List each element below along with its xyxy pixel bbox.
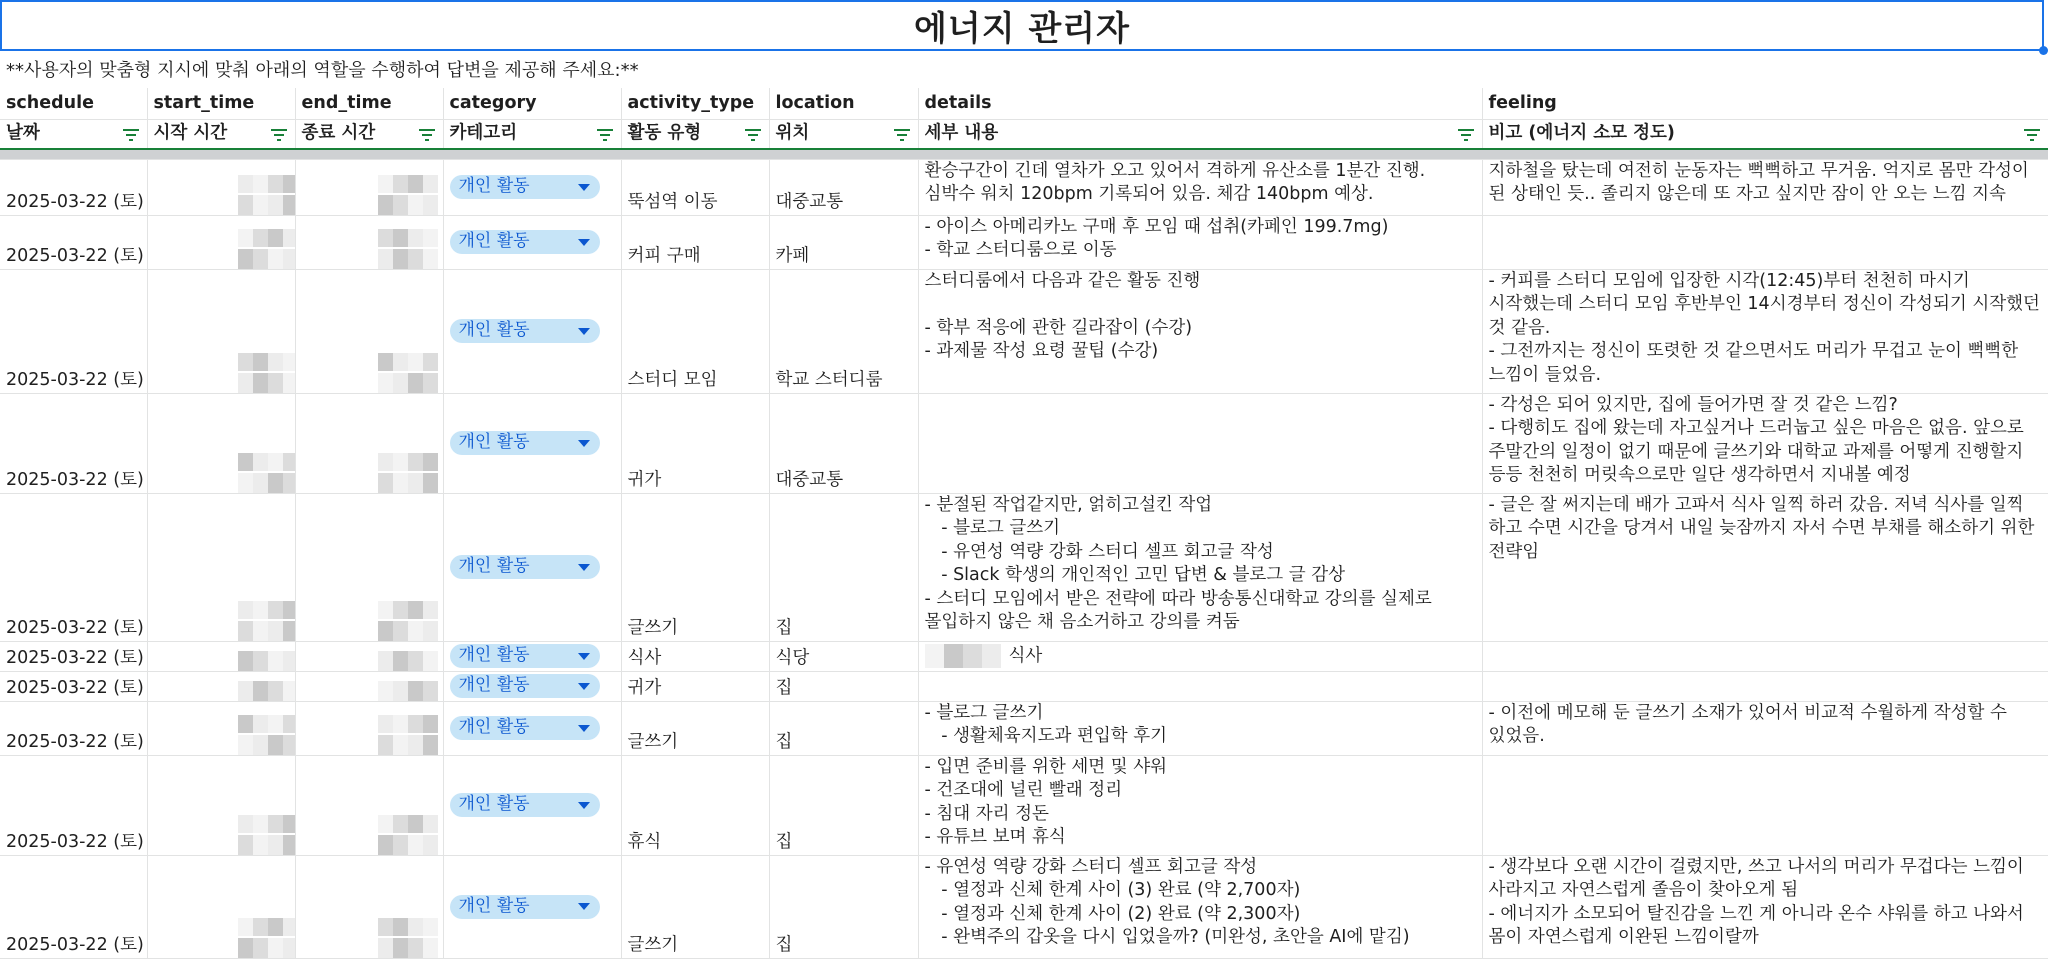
location-cell[interactable]: 집 (769, 671, 918, 701)
feeling-cell[interactable] (1482, 269, 2048, 393)
redacted-value (238, 473, 296, 493)
instruction-text[interactable]: **사용자의 맞춤형 지시에 맞춰 아래의 역할을 수행하여 답변을 제공해 주세요:** (6, 60, 639, 81)
frozen-divider (0, 149, 2048, 159)
category-dropdown-chip[interactable] (450, 555, 600, 579)
column-header-row (0, 119, 2048, 149)
details-line: 몰입하지 않은 채 음소거하고 강의를 켜둠 (924, 612, 1240, 632)
details-line: - 블로그 글쓰기 (924, 518, 1061, 538)
feeling-line: - 생각보다 오랜 시간이 걸렸지만, 쓰고 나서의 머리가 무겁다는 느낌이 (1488, 856, 2024, 877)
redacted-value (378, 681, 438, 701)
date-cell[interactable]: 2025-03-22 (토) (0, 671, 147, 701)
redacted-value (238, 918, 296, 936)
details-line: - 아이스 아메리카노 구매 후 모임 때 섭취(카페인 199.7mg) (924, 216, 1389, 237)
details-line: - 건조대에 널린 빨래 정리 (924, 780, 1123, 800)
selection-handle[interactable] (2039, 46, 2048, 55)
column-header-label: 활동 유형 (627, 123, 702, 143)
category-chip-label: 개인 활동 (458, 231, 530, 252)
category-dropdown-chip[interactable] (450, 674, 600, 698)
location-cell[interactable]: 집 (769, 855, 918, 958)
redacted-value (238, 938, 296, 958)
date-cell[interactable]: 2025-03-22 (토) (0, 269, 147, 393)
feeling-line: - 이전에 메모해 둔 글쓰기 소재가 있어서 비교적 수월하게 작성할 수 (1488, 702, 2007, 723)
spreadsheet-grid (0, 88, 2048, 959)
category-dropdown-chip[interactable] (450, 716, 600, 740)
details-text: 식사 (1008, 645, 1043, 666)
feeling-line: 사라지고 자연스럽게 졸음이 찾아오게 됨 (1488, 880, 1799, 900)
details-line: - 열정과 신체 한계 사이 (2) 완료 (약 2,300자) (924, 903, 1301, 924)
feeling-line: 주말간의 일정이 없기 때문에 글쓰기와 대학교 과제를 어떻게 진행할지 (1488, 441, 2024, 462)
end-time-cell[interactable] (295, 641, 443, 671)
end-time-cell[interactable] (295, 159, 443, 215)
category-cell[interactable] (443, 671, 621, 701)
activity-type-cell[interactable]: 휴식 (621, 755, 769, 855)
feeling-line: 지하철을 탔는데 여전히 눈동자는 뻑뻑하고 무거움. 억지로 몸만 각성이 (1488, 160, 2029, 181)
date-cell[interactable]: 2025-03-22 (토) (0, 701, 147, 755)
category-chip-label: 개인 활동 (458, 895, 530, 916)
redacted-value (378, 373, 438, 393)
feeling-cell[interactable] (1482, 641, 2048, 671)
redacted-value (238, 715, 296, 733)
category-chip-label: 개인 활동 (458, 645, 530, 666)
redacted-value (378, 175, 438, 193)
start-time-cell[interactable] (147, 641, 295, 671)
column-header-label: 카테고리 (449, 123, 518, 143)
feeling-line: 있었음. (1488, 726, 1545, 746)
redacted-value (238, 815, 296, 833)
details-line: - 학부 적응에 관한 길라잡이 (수강) (924, 317, 1193, 338)
date-cell[interactable]: 2025-03-22 (토) (0, 393, 147, 493)
feeling-line: 된 상태인 듯.. 졸리지 않은데 또 자고 싶지만 잠이 안 오는 느낌 지속 (1488, 184, 2006, 204)
start-time-cell[interactable] (147, 701, 295, 755)
category-dropdown-chip[interactable] (450, 895, 600, 919)
start-time-cell[interactable] (147, 855, 295, 958)
end-time-cell[interactable] (295, 393, 443, 493)
details-line: - Slack 학생의 개인적인 고민 답변 & 블로그 글 감상 (924, 565, 1346, 585)
column-key[interactable]: details (918, 88, 1482, 119)
redacted-value (378, 735, 438, 755)
activity-type-cell[interactable]: 스터디 모임 (621, 269, 769, 393)
category-chip-label: 개인 활동 (458, 556, 530, 577)
redacted-value (378, 353, 438, 371)
table-row (0, 393, 2048, 493)
filter-icon[interactable] (597, 129, 613, 141)
column-header[interactable] (147, 119, 295, 149)
table-row (0, 215, 2048, 269)
filter-icon[interactable] (2024, 129, 2040, 141)
location-cell[interactable]: 집 (769, 493, 918, 641)
details-cell[interactable] (918, 159, 1482, 215)
date-cell[interactable]: 2025-03-22 (토) (0, 215, 147, 269)
category-chip-label: 개인 활동 (458, 176, 530, 197)
table-row (0, 855, 2048, 958)
dropdown-caret-icon (578, 440, 590, 447)
details-line (925, 644, 1476, 669)
redacted-value (378, 229, 438, 247)
dropdown-caret-icon (578, 653, 590, 660)
column-key[interactable]: feeling (1482, 88, 2048, 119)
redacted-value (238, 453, 296, 471)
dropdown-caret-icon (578, 802, 590, 809)
details-line: - 스터디 모임에서 받은 전략에 따라 방송통신대학교 강의를 실제로 (924, 588, 1432, 609)
field-key-row (0, 88, 2048, 119)
table-row (0, 755, 2048, 855)
category-dropdown-chip[interactable] (450, 175, 600, 199)
category-cell[interactable] (443, 159, 621, 215)
location-cell[interactable]: 학교 스터디룸 (769, 269, 918, 393)
redacted-value (378, 195, 438, 215)
details-cell[interactable] (918, 701, 1482, 755)
feeling-line: 등등 천천히 머릿속으로만 일단 생각하면서 지내볼 예정 (1488, 465, 1911, 485)
date-cell[interactable]: 2025-03-22 (토) (0, 493, 147, 641)
date-cell[interactable]: 2025-03-22 (토) (0, 755, 147, 855)
feeling-cell[interactable] (1482, 215, 2048, 269)
dropdown-caret-icon (578, 239, 590, 246)
start-time-cell[interactable] (147, 393, 295, 493)
details-line: 심박수 워치 120bpm 기록되어 있음. 체감 140bpm 예상. (924, 184, 1374, 204)
dropdown-caret-icon (578, 564, 590, 571)
filter-icon[interactable] (123, 129, 139, 141)
details-line: 스터디룸에서 다음과 같은 활동 진행 (924, 270, 1201, 291)
redacted-value (378, 249, 438, 269)
redacted-value (378, 835, 438, 855)
end-time-cell[interactable] (295, 493, 443, 641)
activity-type-cell[interactable]: 뚝섬역 이동 (621, 159, 769, 215)
redacted-value (378, 621, 438, 641)
redacted-value (238, 735, 296, 755)
column-header-label: 종료 시간 (301, 123, 376, 143)
start-time-cell[interactable] (147, 493, 295, 641)
details-line: - 유연성 역량 강화 스터디 셀프 회고글 작성 (924, 541, 1274, 562)
feeling-cell[interactable] (1482, 159, 2048, 215)
redacted-value (238, 175, 296, 193)
table-row (0, 269, 2048, 393)
details-cell[interactable] (918, 671, 1482, 701)
details-line: - 유튜브 보며 휴식 (924, 827, 1066, 847)
start-time-cell[interactable] (147, 269, 295, 393)
column-header[interactable] (918, 119, 1482, 149)
category-cell[interactable] (443, 641, 621, 671)
column-header[interactable] (295, 119, 443, 149)
details-line: - 학교 스터디룸으로 이동 (924, 240, 1117, 260)
redacted-value (378, 918, 438, 936)
column-header-label: 위치 (775, 123, 810, 143)
filter-icon[interactable] (271, 129, 287, 141)
activity-type-cell[interactable]: 글쓰기 (621, 701, 769, 755)
details-line: - 열정과 신체 한계 사이 (3) 완료 (약 2,700자) (924, 880, 1301, 900)
column-header-label: 시작 시간 (153, 123, 228, 143)
column-header[interactable] (1482, 119, 2048, 149)
feeling-cell[interactable] (1482, 671, 2048, 701)
feeling-line: - 그전까지는 정신이 또렷한 것 같으면서도 머리가 무겁고 눈이 뻑뻑한 (1488, 341, 2019, 361)
column-key[interactable]: start_time (147, 88, 295, 119)
feeling-line: 것 같음. (1488, 317, 1551, 338)
table-body (0, 159, 2048, 958)
feeling-cell[interactable] (1482, 701, 2048, 755)
start-time-cell[interactable] (147, 159, 295, 215)
redacted-value (238, 373, 296, 393)
feeling-line: 하고 수면 시간을 당겨서 내일 늦잠까지 자서 수면 부채를 해소하기 위한 (1488, 518, 2035, 538)
start-time-cell[interactable] (147, 215, 295, 269)
details-line: - 분절된 작업같지만, 얽히고설킨 작업 (924, 494, 1213, 515)
end-time-cell[interactable] (295, 855, 443, 958)
feeling-line: - 다행히도 집에 왔는데 자고싶거나 드러눕고 싶은 마음은 없음. 앞으로 (1488, 418, 2024, 438)
end-time-cell[interactable] (295, 269, 443, 393)
category-cell[interactable] (443, 755, 621, 855)
dropdown-caret-icon (578, 725, 590, 732)
redacted-value (378, 938, 438, 958)
column-key[interactable]: category (443, 88, 621, 119)
filter-icon[interactable] (894, 129, 910, 141)
column-header[interactable] (769, 119, 918, 149)
details-cell[interactable] (918, 855, 1482, 958)
activity-type-cell[interactable]: 커피 구매 (621, 215, 769, 269)
redacted-value (238, 601, 296, 619)
location-cell[interactable]: 대중교통 (769, 393, 918, 493)
category-chip-label: 개인 활동 (458, 794, 530, 815)
feeling-cell[interactable] (1482, 755, 2048, 855)
redacted-value (378, 715, 438, 733)
activity-type-cell[interactable]: 귀가 (621, 671, 769, 701)
category-chip-label: 개인 활동 (458, 432, 530, 453)
category-cell[interactable] (443, 855, 621, 958)
redacted-value (378, 651, 438, 671)
column-header-label: 날짜 (6, 123, 40, 143)
dropdown-caret-icon (578, 683, 590, 690)
details-line: - 생활체육지도과 편입학 후기 (924, 726, 1168, 746)
filter-icon[interactable] (419, 129, 435, 141)
category-cell[interactable] (443, 215, 621, 269)
feeling-line: 느낌이 들었음. (1488, 364, 1602, 385)
redacted-value (238, 681, 296, 701)
details-line: - 블로그 글쓰기 (924, 702, 1044, 723)
details-line: - 입면 준비를 위한 세면 및 샤워 (924, 756, 1168, 777)
category-dropdown-chip[interactable] (450, 230, 600, 254)
category-dropdown-chip[interactable] (450, 644, 600, 668)
feeling-cell[interactable] (1482, 493, 2048, 641)
redacted-value (238, 353, 296, 371)
details-cell[interactable] (918, 641, 1482, 671)
category-dropdown-chip[interactable] (450, 319, 600, 343)
activity-type-cell[interactable]: 식사 (621, 641, 769, 671)
redacted-value (378, 815, 438, 833)
location-cell[interactable]: 카페 (769, 215, 918, 269)
activity-type-cell[interactable]: 글쓰기 (621, 493, 769, 641)
redacted-value (238, 621, 296, 641)
details-line: 환승구간이 긴데 열차가 오고 있어서 격하게 유산소를 1분간 진행. (924, 160, 1426, 181)
redacted-value (238, 835, 296, 855)
column-header-label: 비고 (에너지 소모 정도) (1488, 123, 1675, 143)
category-dropdown-chip[interactable] (450, 793, 600, 817)
start-time-cell[interactable] (147, 671, 295, 701)
redacted-value (378, 473, 438, 493)
category-cell[interactable] (443, 393, 621, 493)
activity-type-cell[interactable]: 귀가 (621, 393, 769, 493)
feeling-cell[interactable] (1482, 855, 2048, 958)
filter-icon[interactable] (745, 129, 761, 141)
table-row (0, 493, 2048, 641)
redacted-value (378, 601, 438, 619)
dropdown-caret-icon (578, 184, 590, 191)
sheet-title-cell[interactable] (0, 0, 2044, 51)
column-key[interactable]: location (769, 88, 918, 119)
location-cell[interactable]: 식당 (769, 641, 918, 671)
end-time-cell[interactable] (295, 671, 443, 701)
feeling-line: - 커피를 스터디 모임에 입장한 시각(12:45)부터 천천히 마시기 (1488, 270, 1970, 291)
details-cell[interactable] (918, 393, 1482, 493)
column-key[interactable]: end_time (295, 88, 443, 119)
date-cell[interactable]: 2025-03-22 (토) (0, 641, 147, 671)
start-time-cell[interactable] (147, 755, 295, 855)
category-cell[interactable] (443, 701, 621, 755)
column-header[interactable] (0, 119, 147, 149)
category-cell[interactable] (443, 493, 621, 641)
table-row (0, 641, 2048, 671)
end-time-cell[interactable] (295, 701, 443, 755)
redacted-value (925, 644, 1001, 668)
redacted-value (238, 249, 296, 269)
column-header[interactable] (621, 119, 769, 149)
dropdown-caret-icon (578, 903, 590, 910)
feeling-cell[interactable] (1482, 393, 2048, 493)
date-cell[interactable]: 2025-03-22 (토) (0, 855, 147, 958)
feeling-line: - 글은 잘 써지는데 배가 고파서 식사 일찍 하러 갔음. 저녁 식사를 일찍 (1488, 494, 2024, 515)
details-line: - 유연성 역량 강화 스터디 셀프 회고글 작성 (924, 856, 1258, 877)
feeling-line: 시작했는데 스터디 모임 후반부인 14시경부터 정신이 각성되기 시작했던 (1488, 294, 2040, 314)
table-row (0, 671, 2048, 701)
category-chip-label: 개인 활동 (458, 320, 530, 341)
details-line: - 침대 자리 정돈 (924, 803, 1049, 824)
feeling-line: - 에너지가 소모되어 탈진감을 느낀 게 아니라 온수 샤워를 하고 나와서 (1488, 903, 2024, 924)
redacted-value (238, 651, 296, 671)
column-key[interactable]: activity_type (621, 88, 769, 119)
feeling-line: 몸이 자연스럽게 이완된 느낌이랄까 (1488, 927, 1759, 947)
redacted-value (378, 453, 438, 471)
sheet-title: 에너지 관리자 (914, 9, 1130, 49)
date-cell[interactable]: 2025-03-22 (토) (0, 159, 147, 215)
location-cell[interactable]: 대중교통 (769, 159, 918, 215)
category-chip-label: 개인 활동 (458, 675, 530, 696)
table-row (0, 701, 2048, 755)
details-cell[interactable] (918, 215, 1482, 269)
feeling-line: - 각성은 되어 있지만, 집에 들어가면 잘 것 같은 느낌? (1488, 394, 1898, 415)
feeling-line: 전략임 (1488, 541, 1540, 562)
category-chip-label: 개인 활동 (458, 717, 530, 738)
details-line: - 과제물 작성 요령 꿀팁 (수강) (924, 341, 1159, 361)
table-row (0, 159, 2048, 215)
column-header-label: 세부 내용 (924, 123, 999, 143)
details-line (925, 293, 1476, 317)
filter-icon[interactable] (1458, 129, 1474, 141)
category-dropdown-chip[interactable] (450, 431, 600, 455)
details-cell[interactable] (918, 755, 1482, 855)
activity-type-cell[interactable]: 글쓰기 (621, 855, 769, 958)
details-line: - 완벽주의 갑옷을 다시 입었을까? (미완성, 초안을 AI에 맡김) (924, 927, 1410, 947)
end-time-cell[interactable] (295, 215, 443, 269)
redacted-value (238, 195, 296, 215)
column-header[interactable] (443, 119, 621, 149)
details-cell[interactable] (918, 269, 1482, 393)
location-cell[interactable]: 집 (769, 755, 918, 855)
end-time-cell[interactable] (295, 755, 443, 855)
column-key[interactable]: schedule (0, 88, 147, 119)
redacted-value (238, 229, 296, 247)
location-cell[interactable]: 집 (769, 701, 918, 755)
details-cell[interactable] (918, 493, 1482, 641)
category-cell[interactable] (443, 269, 621, 393)
dropdown-caret-icon (578, 328, 590, 335)
